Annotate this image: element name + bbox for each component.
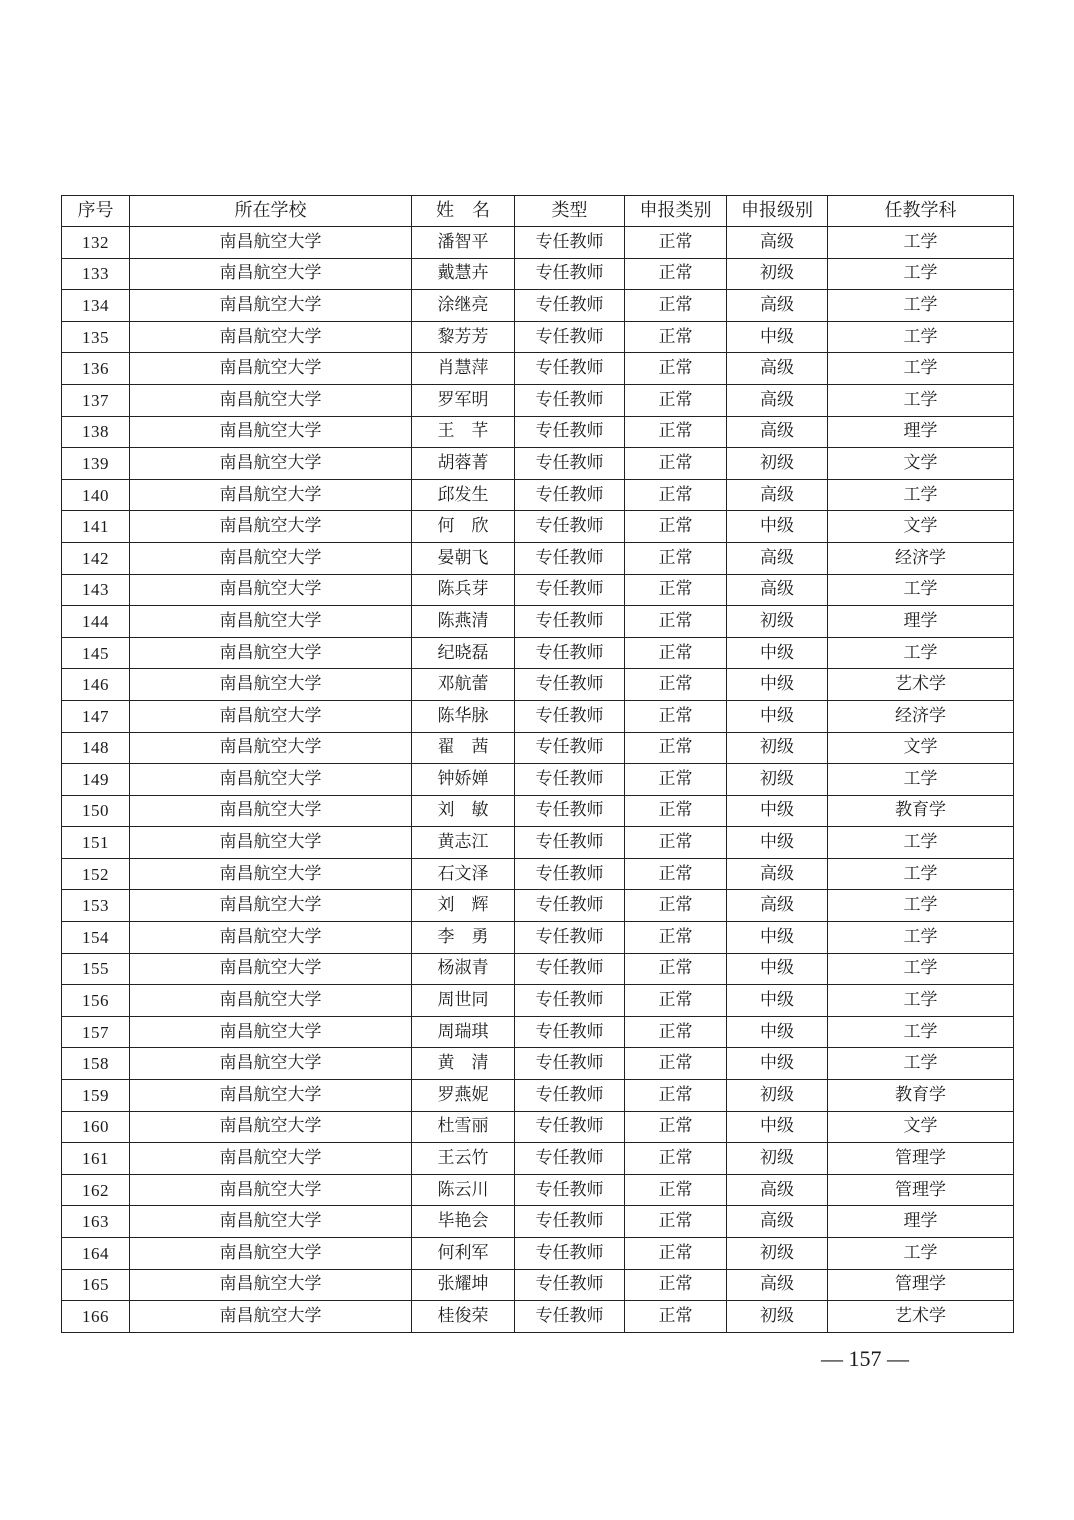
- table-row: [62, 606, 1014, 638]
- cell-school: 南昌航空大学: [130, 1301, 412, 1333]
- cell-subject: 工学: [828, 637, 1014, 669]
- cell-name: 邓航蕾: [412, 669, 515, 701]
- table-row: [62, 764, 1014, 796]
- cell-type: 专任教师: [515, 1238, 625, 1270]
- cell-seq: 144: [62, 606, 130, 638]
- cell-type: 专任教师: [515, 669, 625, 701]
- cell-school: 南昌航空大学: [130, 227, 412, 259]
- table-row: [62, 1048, 1014, 1080]
- cell-subject: 工学: [828, 227, 1014, 259]
- table-row: [62, 511, 1014, 543]
- cell-seq: 150: [62, 795, 130, 827]
- cell-category: 正常: [625, 1143, 727, 1175]
- cell-type: 专任教师: [515, 258, 625, 290]
- cell-category: 正常: [625, 384, 727, 416]
- cell-type: 专任教师: [515, 1174, 625, 1206]
- cell-category: 正常: [625, 890, 727, 922]
- cell-category: 正常: [625, 858, 727, 890]
- cell-type: 专任教师: [515, 764, 625, 796]
- cell-seq: 140: [62, 479, 130, 511]
- cell-category: 正常: [625, 922, 727, 954]
- teacher-list-table: [61, 195, 1014, 1333]
- cell-category: 正常: [625, 416, 727, 448]
- cell-subject: 理学: [828, 416, 1014, 448]
- cell-seq: 154: [62, 922, 130, 954]
- cell-type: 专任教师: [515, 1111, 625, 1143]
- cell-level: 中级: [727, 827, 828, 859]
- cell-seq: 136: [62, 353, 130, 385]
- header-school: 所在学校: [130, 196, 412, 227]
- table-row: [62, 985, 1014, 1017]
- cell-name: 陈兵芽: [412, 574, 515, 606]
- cell-name: 戴慧卉: [412, 258, 515, 290]
- cell-type: 专任教师: [515, 321, 625, 353]
- cell-subject: 工学: [828, 764, 1014, 796]
- cell-school: 南昌航空大学: [130, 448, 412, 480]
- cell-category: 正常: [625, 606, 727, 638]
- cell-type: 专任教师: [515, 795, 625, 827]
- cell-type: 专任教师: [515, 858, 625, 890]
- cell-seq: 153: [62, 890, 130, 922]
- table-row: [62, 290, 1014, 322]
- table-row: [62, 1174, 1014, 1206]
- table-row: [62, 542, 1014, 574]
- cell-seq: 162: [62, 1174, 130, 1206]
- table-row: [62, 1301, 1014, 1333]
- cell-seq: 151: [62, 827, 130, 859]
- table-row: [62, 1111, 1014, 1143]
- table-row: [62, 1269, 1014, 1301]
- cell-seq: 152: [62, 858, 130, 890]
- cell-school: 南昌航空大学: [130, 258, 412, 290]
- cell-subject: 文学: [828, 1111, 1014, 1143]
- table-row: [62, 574, 1014, 606]
- cell-level: 中级: [727, 1048, 828, 1080]
- cell-type: 专任教师: [515, 606, 625, 638]
- cell-school: 南昌航空大学: [130, 290, 412, 322]
- cell-subject: 工学: [828, 353, 1014, 385]
- cell-type: 专任教师: [515, 1143, 625, 1175]
- table-row: [62, 637, 1014, 669]
- cell-subject: 管理学: [828, 1269, 1014, 1301]
- table-row: [62, 416, 1014, 448]
- cell-seq: 133: [62, 258, 130, 290]
- header-category: 申报类别: [625, 196, 727, 227]
- cell-name: 李 勇: [412, 922, 515, 954]
- cell-subject: 管理学: [828, 1143, 1014, 1175]
- cell-seq: 164: [62, 1238, 130, 1270]
- cell-seq: 141: [62, 511, 130, 543]
- cell-level: 中级: [727, 1016, 828, 1048]
- cell-type: 专任教师: [515, 574, 625, 606]
- cell-category: 正常: [625, 953, 727, 985]
- table-row: [62, 858, 1014, 890]
- cell-type: 专任教师: [515, 416, 625, 448]
- cell-level: 高级: [727, 384, 828, 416]
- cell-level: 高级: [727, 416, 828, 448]
- cell-seq: 143: [62, 574, 130, 606]
- cell-name: 晏朝飞: [412, 542, 515, 574]
- cell-subject: 工学: [828, 953, 1014, 985]
- cell-level: 中级: [727, 637, 828, 669]
- cell-subject: 文学: [828, 732, 1014, 764]
- cell-school: 南昌航空大学: [130, 1048, 412, 1080]
- header-seq: 序号: [62, 196, 130, 227]
- cell-name: 邱发生: [412, 479, 515, 511]
- cell-level: 高级: [727, 858, 828, 890]
- cell-subject: 工学: [828, 574, 1014, 606]
- cell-level: 初级: [727, 448, 828, 480]
- cell-name: 张耀坤: [412, 1269, 515, 1301]
- cell-type: 专任教师: [515, 953, 625, 985]
- cell-name: 罗燕妮: [412, 1080, 515, 1112]
- cell-category: 正常: [625, 1080, 727, 1112]
- cell-type: 专任教师: [515, 290, 625, 322]
- cell-category: 正常: [625, 827, 727, 859]
- cell-type: 专任教师: [515, 353, 625, 385]
- cell-subject: 工学: [828, 922, 1014, 954]
- cell-school: 南昌航空大学: [130, 637, 412, 669]
- table-row: [62, 227, 1014, 259]
- cell-subject: 文学: [828, 511, 1014, 543]
- cell-seq: 137: [62, 384, 130, 416]
- cell-name: 肖慧萍: [412, 353, 515, 385]
- cell-level: 中级: [727, 985, 828, 1017]
- cell-school: 南昌航空大学: [130, 922, 412, 954]
- cell-school: 南昌航空大学: [130, 764, 412, 796]
- cell-seq: 165: [62, 1269, 130, 1301]
- cell-level: 高级: [727, 290, 828, 322]
- cell-subject: 艺术学: [828, 669, 1014, 701]
- cell-category: 正常: [625, 669, 727, 701]
- cell-level: 初级: [727, 606, 828, 638]
- cell-subject: 管理学: [828, 1174, 1014, 1206]
- cell-type: 专任教师: [515, 1301, 625, 1333]
- cell-subject: 理学: [828, 606, 1014, 638]
- cell-subject: 经济学: [828, 542, 1014, 574]
- header-type: 类型: [515, 196, 625, 227]
- cell-seq: 145: [62, 637, 130, 669]
- cell-subject: 理学: [828, 1206, 1014, 1238]
- header-row: [62, 196, 1014, 227]
- cell-type: 专任教师: [515, 1048, 625, 1080]
- cell-category: 正常: [625, 511, 727, 543]
- cell-seq: 146: [62, 669, 130, 701]
- table-row: [62, 1238, 1014, 1270]
- cell-subject: 工学: [828, 890, 1014, 922]
- table-row: [62, 795, 1014, 827]
- cell-name: 何 欣: [412, 511, 515, 543]
- cell-category: 正常: [625, 1016, 727, 1048]
- cell-school: 南昌航空大学: [130, 1238, 412, 1270]
- cell-category: 正常: [625, 227, 727, 259]
- cell-subject: 工学: [828, 290, 1014, 322]
- cell-type: 专任教师: [515, 732, 625, 764]
- cell-level: 中级: [727, 795, 828, 827]
- cell-seq: 156: [62, 985, 130, 1017]
- cell-school: 南昌航空大学: [130, 858, 412, 890]
- cell-level: 高级: [727, 479, 828, 511]
- page-number: — 157 —: [821, 1346, 909, 1371]
- cell-name: 胡蓉菁: [412, 448, 515, 480]
- cell-name: 黎芳芳: [412, 321, 515, 353]
- cell-level: 中级: [727, 511, 828, 543]
- cell-subject: 文学: [828, 448, 1014, 480]
- table-row: [62, 890, 1014, 922]
- cell-school: 南昌航空大学: [130, 384, 412, 416]
- cell-school: 南昌航空大学: [130, 953, 412, 985]
- cell-subject: 工学: [828, 1016, 1014, 1048]
- cell-level: 高级: [727, 542, 828, 574]
- cell-subject: 工学: [828, 479, 1014, 511]
- cell-school: 南昌航空大学: [130, 416, 412, 448]
- cell-name: 王 芊: [412, 416, 515, 448]
- cell-name: 陈云川: [412, 1174, 515, 1206]
- cell-school: 南昌航空大学: [130, 890, 412, 922]
- cell-subject: 工学: [828, 1238, 1014, 1270]
- cell-subject: 工学: [828, 321, 1014, 353]
- cell-level: 中级: [727, 922, 828, 954]
- cell-school: 南昌航空大学: [130, 542, 412, 574]
- cell-category: 正常: [625, 479, 727, 511]
- cell-seq: 139: [62, 448, 130, 480]
- cell-school: 南昌航空大学: [130, 321, 412, 353]
- cell-level: 中级: [727, 669, 828, 701]
- cell-school: 南昌航空大学: [130, 1111, 412, 1143]
- cell-category: 正常: [625, 1048, 727, 1080]
- cell-level: 中级: [727, 700, 828, 732]
- cell-school: 南昌航空大学: [130, 669, 412, 701]
- cell-name: 黄 清: [412, 1048, 515, 1080]
- cell-school: 南昌航空大学: [130, 1174, 412, 1206]
- cell-level: 高级: [727, 1206, 828, 1238]
- cell-category: 正常: [625, 637, 727, 669]
- table-row: [62, 1016, 1014, 1048]
- cell-category: 正常: [625, 1174, 727, 1206]
- cell-school: 南昌航空大学: [130, 511, 412, 543]
- cell-school: 南昌航空大学: [130, 700, 412, 732]
- cell-seq: 148: [62, 732, 130, 764]
- cell-level: 初级: [727, 1301, 828, 1333]
- cell-subject: 经济学: [828, 700, 1014, 732]
- cell-subject: 工学: [828, 384, 1014, 416]
- table-row: [62, 953, 1014, 985]
- cell-school: 南昌航空大学: [130, 1143, 412, 1175]
- cell-category: 正常: [625, 985, 727, 1017]
- cell-name: 毕艳会: [412, 1206, 515, 1238]
- header-name: 姓 名: [412, 196, 515, 227]
- cell-name: 杨淑青: [412, 953, 515, 985]
- cell-type: 专任教师: [515, 448, 625, 480]
- cell-type: 专任教师: [515, 511, 625, 543]
- cell-school: 南昌航空大学: [130, 732, 412, 764]
- cell-category: 正常: [625, 1238, 727, 1270]
- cell-type: 专任教师: [515, 227, 625, 259]
- cell-level: 高级: [727, 227, 828, 259]
- table-row: [62, 353, 1014, 385]
- table-row: [62, 1206, 1014, 1238]
- cell-type: 专任教师: [515, 890, 625, 922]
- cell-name: 涂继亮: [412, 290, 515, 322]
- cell-level: 高级: [727, 1269, 828, 1301]
- cell-name: 何利军: [412, 1238, 515, 1270]
- cell-category: 正常: [625, 795, 727, 827]
- cell-seq: 158: [62, 1048, 130, 1080]
- cell-type: 专任教师: [515, 985, 625, 1017]
- cell-name: 王云竹: [412, 1143, 515, 1175]
- cell-level: 初级: [727, 258, 828, 290]
- table-row: [62, 827, 1014, 859]
- cell-name: 黄志江: [412, 827, 515, 859]
- cell-type: 专任教师: [515, 542, 625, 574]
- cell-category: 正常: [625, 700, 727, 732]
- cell-seq: 159: [62, 1080, 130, 1112]
- cell-seq: 142: [62, 542, 130, 574]
- cell-category: 正常: [625, 1206, 727, 1238]
- cell-school: 南昌航空大学: [130, 795, 412, 827]
- cell-type: 专任教师: [515, 700, 625, 732]
- cell-level: 中级: [727, 1111, 828, 1143]
- cell-type: 专任教师: [515, 1206, 625, 1238]
- cell-category: 正常: [625, 448, 727, 480]
- cell-seq: 149: [62, 764, 130, 796]
- cell-seq: 132: [62, 227, 130, 259]
- table-row: [62, 1143, 1014, 1175]
- cell-school: 南昌航空大学: [130, 479, 412, 511]
- cell-category: 正常: [625, 321, 727, 353]
- cell-category: 正常: [625, 574, 727, 606]
- cell-name: 翟 茜: [412, 732, 515, 764]
- table-row: [62, 384, 1014, 416]
- table-row: [62, 700, 1014, 732]
- cell-type: 专任教师: [515, 637, 625, 669]
- table-row: [62, 479, 1014, 511]
- cell-category: 正常: [625, 258, 727, 290]
- cell-subject: 工学: [828, 258, 1014, 290]
- cell-type: 专任教师: [515, 1016, 625, 1048]
- cell-category: 正常: [625, 1301, 727, 1333]
- cell-type: 专任教师: [515, 384, 625, 416]
- cell-name: 刘 敏: [412, 795, 515, 827]
- cell-school: 南昌航空大学: [130, 1016, 412, 1048]
- table-header: [62, 196, 1014, 227]
- cell-subject: 工学: [828, 985, 1014, 1017]
- cell-subject: 工学: [828, 1048, 1014, 1080]
- table-row: [62, 448, 1014, 480]
- cell-subject: 教育学: [828, 795, 1014, 827]
- cell-name: 纪晓磊: [412, 637, 515, 669]
- cell-level: 高级: [727, 574, 828, 606]
- cell-seq: 138: [62, 416, 130, 448]
- cell-name: 潘智平: [412, 227, 515, 259]
- cell-school: 南昌航空大学: [130, 985, 412, 1017]
- cell-name: 刘 辉: [412, 890, 515, 922]
- cell-level: 中级: [727, 321, 828, 353]
- cell-name: 石文泽: [412, 858, 515, 890]
- cell-name: 周世同: [412, 985, 515, 1017]
- cell-type: 专任教师: [515, 922, 625, 954]
- table-row: [62, 922, 1014, 954]
- table-row: [62, 732, 1014, 764]
- cell-school: 南昌航空大学: [130, 606, 412, 638]
- cell-school: 南昌航空大学: [130, 353, 412, 385]
- cell-subject: 工学: [828, 827, 1014, 859]
- table-row: [62, 321, 1014, 353]
- cell-name: 钟娇婵: [412, 764, 515, 796]
- cell-type: 专任教师: [515, 479, 625, 511]
- cell-school: 南昌航空大学: [130, 1206, 412, 1238]
- cell-category: 正常: [625, 1269, 727, 1301]
- cell-name: 桂俊荣: [412, 1301, 515, 1333]
- table-row: [62, 258, 1014, 290]
- cell-category: 正常: [625, 1111, 727, 1143]
- table-row: [62, 1080, 1014, 1112]
- cell-name: 周瑞琪: [412, 1016, 515, 1048]
- cell-subject: 工学: [828, 858, 1014, 890]
- cell-level: 初级: [727, 1080, 828, 1112]
- cell-category: 正常: [625, 290, 727, 322]
- cell-level: 初级: [727, 1238, 828, 1270]
- cell-category: 正常: [625, 764, 727, 796]
- cell-level: 高级: [727, 353, 828, 385]
- cell-name: 陈华脉: [412, 700, 515, 732]
- cell-seq: 147: [62, 700, 130, 732]
- cell-seq: 135: [62, 321, 130, 353]
- cell-type: 专任教师: [515, 1080, 625, 1112]
- cell-seq: 155: [62, 953, 130, 985]
- cell-school: 南昌航空大学: [130, 1080, 412, 1112]
- table-body: [62, 227, 1014, 1333]
- cell-seq: 161: [62, 1143, 130, 1175]
- cell-level: 初级: [727, 1143, 828, 1175]
- cell-school: 南昌航空大学: [130, 574, 412, 606]
- cell-seq: 157: [62, 1016, 130, 1048]
- cell-school: 南昌航空大学: [130, 827, 412, 859]
- cell-name: 杜雪丽: [412, 1111, 515, 1143]
- cell-school: 南昌航空大学: [130, 1269, 412, 1301]
- cell-type: 专任教师: [515, 827, 625, 859]
- cell-seq: 163: [62, 1206, 130, 1238]
- cell-level: 高级: [727, 1174, 828, 1206]
- cell-level: 高级: [727, 890, 828, 922]
- cell-seq: 134: [62, 290, 130, 322]
- cell-name: 陈燕清: [412, 606, 515, 638]
- cell-level: 初级: [727, 764, 828, 796]
- cell-seq: 160: [62, 1111, 130, 1143]
- header-subject: 任教学科: [828, 196, 1014, 227]
- cell-seq: 166: [62, 1301, 130, 1333]
- cell-level: 初级: [727, 732, 828, 764]
- cell-category: 正常: [625, 732, 727, 764]
- table-row: [62, 669, 1014, 701]
- cell-category: 正常: [625, 542, 727, 574]
- cell-type: 专任教师: [515, 1269, 625, 1301]
- cell-subject: 艺术学: [828, 1301, 1014, 1333]
- cell-subject: 教育学: [828, 1080, 1014, 1112]
- cell-level: 中级: [727, 953, 828, 985]
- cell-name: 罗军明: [412, 384, 515, 416]
- header-level: 申报级别: [727, 196, 828, 227]
- cell-category: 正常: [625, 353, 727, 385]
